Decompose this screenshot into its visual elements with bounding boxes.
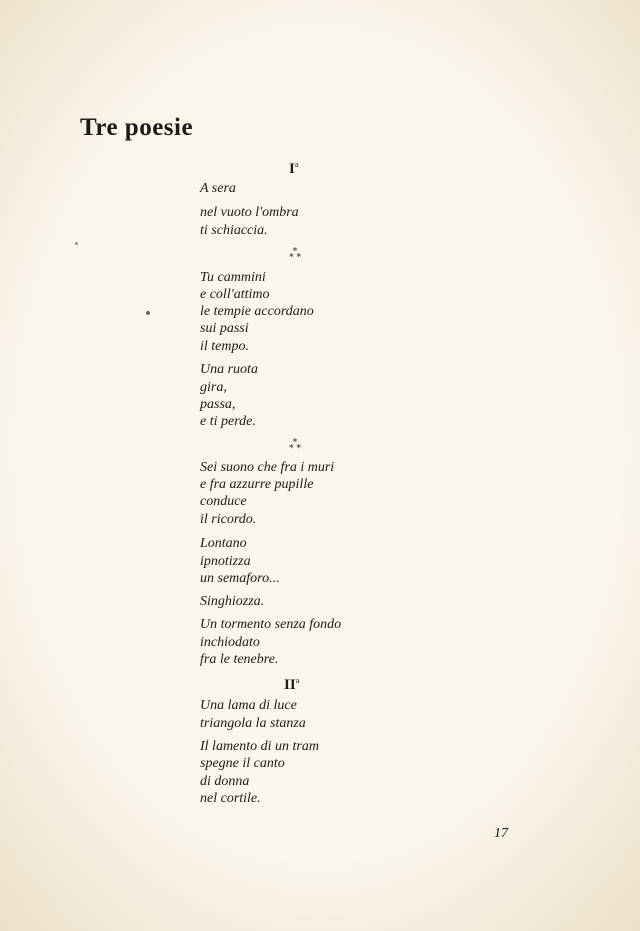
poem-line: e coll'attimo <box>200 287 270 302</box>
poem-line: e ti perde. <box>200 414 256 429</box>
poem-line: e fra azzurre pupille <box>200 477 314 492</box>
poem-line: inchiodato <box>200 635 260 650</box>
poem-line: un semaforo... <box>200 571 280 586</box>
poem-line: le tempie accordano <box>200 304 314 319</box>
poem-line: il ricordo. <box>200 512 257 527</box>
poem-line: Tu cammini <box>200 270 266 285</box>
poem-line: fra le tenebre. <box>200 652 279 667</box>
poem-line: il tempo. <box>200 339 249 354</box>
page-number: 17 <box>494 826 508 841</box>
poem-line: di donna <box>200 774 250 789</box>
poem-line: ipnotizza <box>200 554 251 569</box>
poem-line: passa, <box>200 397 236 412</box>
poem-line: Una ruota <box>200 362 258 377</box>
poem-line: Il lamento di un tram <box>200 739 319 754</box>
page-title: Tre poesie <box>80 114 194 141</box>
asterism-divider: * * * <box>289 247 301 263</box>
poem-line: triangola la stanza <box>200 716 306 731</box>
poem-line: sui passi <box>200 321 249 336</box>
poem-line: A sera <box>200 181 236 196</box>
poem-line: nel vuoto l'ombra <box>200 205 299 220</box>
poem-line: Un tormento senza fondo <box>200 617 342 632</box>
poem-line: gira, <box>200 380 227 395</box>
poem-line: ti schiaccia. <box>200 223 268 238</box>
section-label-2: $II^a$ <box>284 676 300 693</box>
poem-line: conduce <box>200 494 247 509</box>
asterism-divider: * * * <box>289 438 301 454</box>
section-label-1: $I^a$ <box>289 160 299 177</box>
poem-line: Sei suono che fra i muri <box>200 460 335 475</box>
poem-line: Singhiozza. <box>200 594 265 609</box>
poem-line: nel cortile. <box>200 791 261 806</box>
poem-line: Una lama di luce <box>200 698 297 713</box>
poem-line: spegne il canto <box>200 756 285 771</box>
poem-line: Lontano <box>200 536 247 551</box>
paper-speck <box>75 242 78 245</box>
paper-speck <box>146 311 150 315</box>
